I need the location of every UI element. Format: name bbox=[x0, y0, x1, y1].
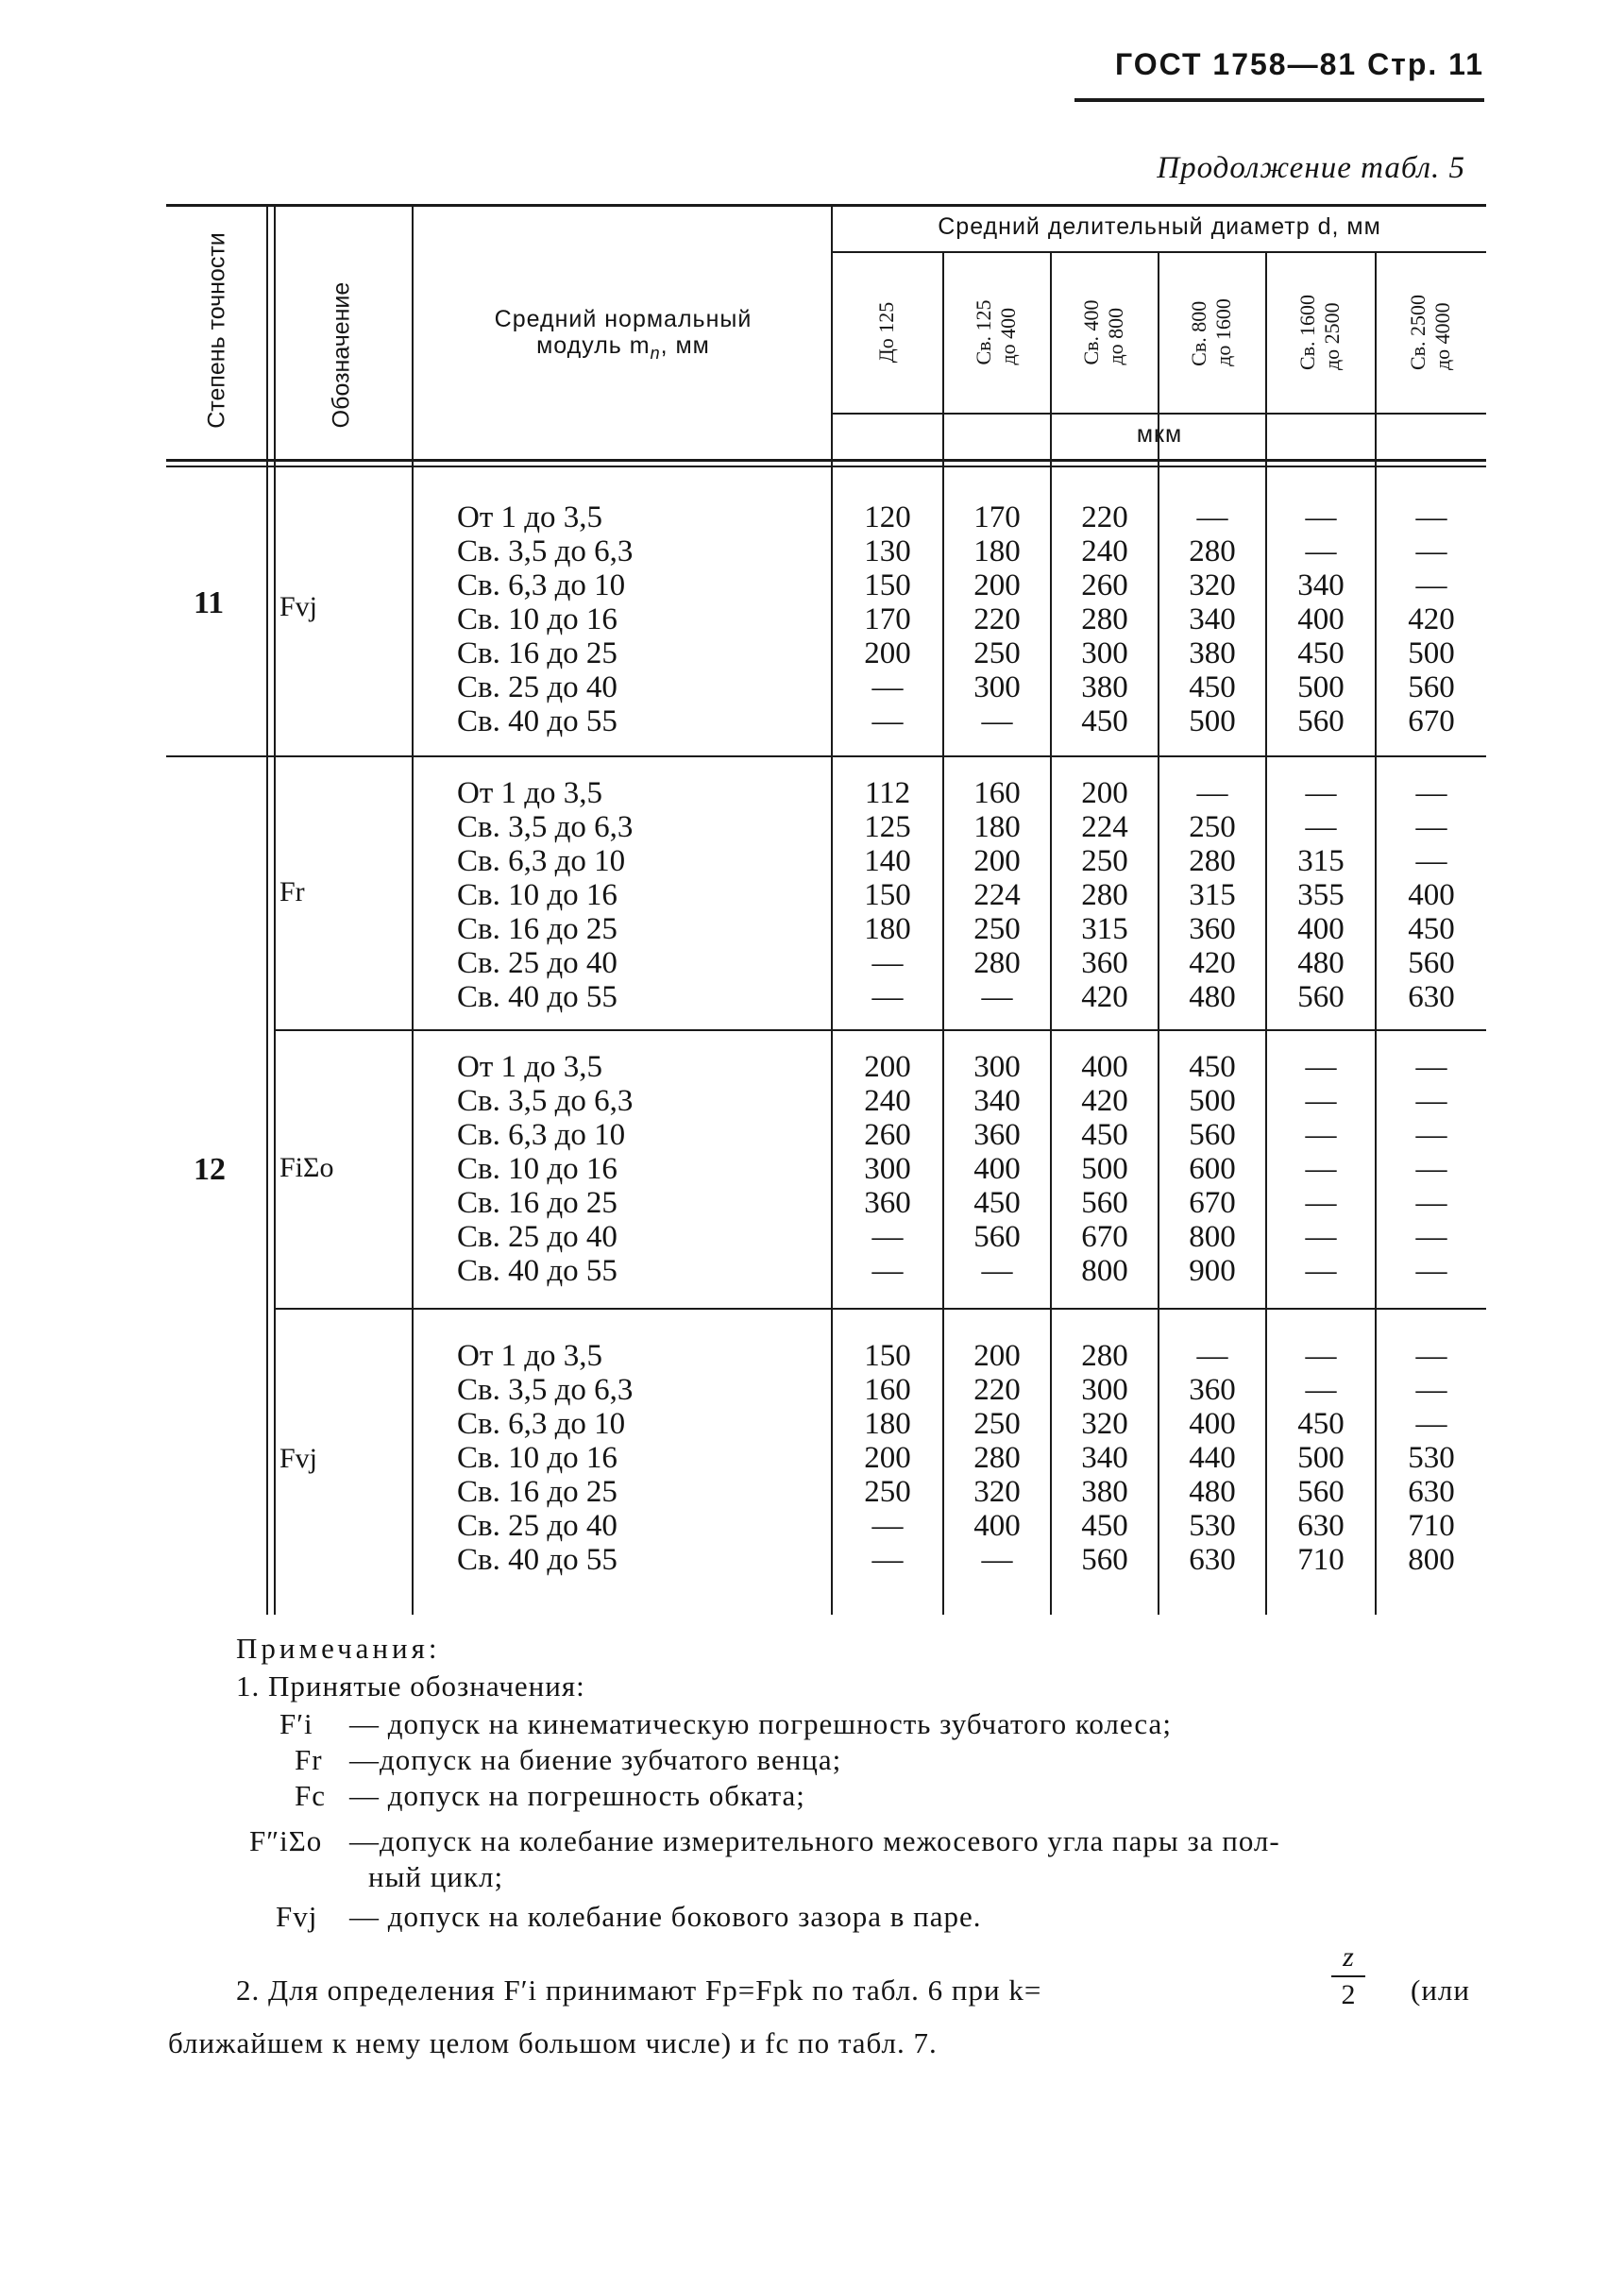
table-cell: 280 bbox=[1189, 844, 1236, 878]
value-column bbox=[833, 776, 942, 1014]
table-cell: 420 bbox=[1081, 980, 1128, 1014]
table-cell: 670 bbox=[1189, 1186, 1236, 1220]
table-cell: 260 bbox=[1081, 568, 1128, 602]
table-cell: 480 bbox=[1189, 1475, 1236, 1509]
value-column bbox=[1159, 500, 1265, 738]
table-cell: 224 bbox=[1081, 810, 1128, 844]
table-cell: 160 bbox=[973, 776, 1021, 810]
table-cell: 320 bbox=[1081, 1407, 1128, 1441]
value-column bbox=[944, 1339, 1050, 1577]
table-cell: 450 bbox=[1081, 704, 1128, 738]
table-cell: — bbox=[1305, 1220, 1337, 1254]
table-cell: 200 bbox=[1081, 776, 1128, 810]
table-cell: — bbox=[981, 704, 1013, 738]
table-cell: — bbox=[1305, 1186, 1337, 1220]
module-range: Св. 25 до 40 bbox=[457, 1220, 617, 1254]
table-cell: — bbox=[1305, 1118, 1337, 1152]
table-cell: 200 bbox=[973, 1339, 1021, 1373]
module-range: Св. 25 до 40 bbox=[457, 1509, 617, 1543]
value-column bbox=[1377, 1339, 1486, 1577]
table-cell: — bbox=[1305, 1339, 1337, 1373]
value-column bbox=[1159, 776, 1265, 1014]
page-header: ГОСТ 1758—81 Стр. 11 bbox=[1115, 47, 1484, 81]
module-range: От 1 до 3,5 bbox=[457, 776, 603, 810]
table-cell: 340 bbox=[1297, 568, 1345, 602]
table-cell: — bbox=[1415, 1084, 1447, 1118]
table-cell: 400 bbox=[1081, 1050, 1128, 1084]
table-cell: 300 bbox=[1081, 636, 1128, 670]
table-cell: 280 bbox=[1081, 1339, 1128, 1373]
table-cell: 280 bbox=[1081, 878, 1128, 912]
table-cell: — bbox=[1305, 1050, 1337, 1084]
table-cell: 450 bbox=[1189, 1050, 1236, 1084]
module-range: Св. 6,3 до 10 bbox=[457, 568, 626, 602]
definition-text-fc: — допуск на погрешность обката; bbox=[349, 1779, 805, 1812]
table-cell: 150 bbox=[864, 1339, 911, 1373]
table-cell: 800 bbox=[1081, 1254, 1128, 1288]
table-cell: 220 bbox=[973, 602, 1021, 636]
table-cell: — bbox=[1196, 1339, 1228, 1373]
definition-symbol-fc: Fc bbox=[295, 1779, 326, 1812]
table-cell: 560 bbox=[1408, 670, 1455, 704]
module-range: Св. 10 до 16 bbox=[457, 1152, 617, 1186]
definition-symbol-fiso: F″iΣo bbox=[249, 1824, 323, 1857]
value-column bbox=[1267, 776, 1375, 1014]
table-cell: 360 bbox=[864, 1186, 911, 1220]
notes-title: Примечания: bbox=[236, 1632, 441, 1665]
table-cell: 380 bbox=[1081, 670, 1128, 704]
value-column bbox=[1052, 1339, 1158, 1577]
module-range-list bbox=[457, 776, 633, 1014]
table-cell: 220 bbox=[1081, 500, 1128, 534]
module-range: Св. 25 до 40 bbox=[457, 946, 617, 980]
value-column bbox=[1267, 500, 1375, 738]
module-range: Св. 40 до 55 bbox=[457, 980, 617, 1014]
table-cell: 630 bbox=[1189, 1543, 1236, 1577]
table-cell: — bbox=[1415, 1373, 1447, 1407]
header-degree: Степень точности bbox=[203, 232, 230, 429]
table-cell: 400 bbox=[1297, 912, 1345, 946]
table-cell: 150 bbox=[864, 878, 911, 912]
table-cell: — bbox=[1415, 810, 1447, 844]
table-cell: 320 bbox=[973, 1475, 1021, 1509]
table-cell: 250 bbox=[1189, 810, 1236, 844]
table-cell: 260 bbox=[864, 1118, 911, 1152]
header-module-unit: , мм bbox=[660, 332, 710, 359]
table-cell: 200 bbox=[973, 568, 1021, 602]
table-cell: 630 bbox=[1297, 1509, 1345, 1543]
header-rule bbox=[1074, 98, 1484, 102]
table-cell: — bbox=[1305, 534, 1337, 568]
table-cell: 560 bbox=[1081, 1543, 1128, 1577]
value-column bbox=[833, 1339, 942, 1577]
designation-fvj-12: Fvj bbox=[279, 1443, 318, 1474]
table-cell: 315 bbox=[1189, 878, 1236, 912]
table-cell: 450 bbox=[973, 1186, 1021, 1220]
table-cell: 355 bbox=[1297, 878, 1345, 912]
designation-fr: Fr bbox=[279, 876, 305, 907]
table-cell: — bbox=[981, 1254, 1013, 1288]
module-range: Св. 3,5 до 6,3 bbox=[457, 1084, 634, 1118]
header-col-3: Св. 400 до 800 bbox=[1079, 299, 1127, 365]
table-cell: — bbox=[1305, 1152, 1337, 1186]
table-cell: 480 bbox=[1297, 946, 1345, 980]
table-cell: — bbox=[871, 1543, 904, 1577]
table-cell: 500 bbox=[1081, 1152, 1128, 1186]
table-cell: 220 bbox=[973, 1373, 1021, 1407]
table-cell: 340 bbox=[1081, 1441, 1128, 1475]
table-cell: — bbox=[1415, 568, 1447, 602]
table-cell: 340 bbox=[1189, 602, 1236, 636]
header-diameter: Средний делительный диаметр d, мм bbox=[938, 213, 1381, 240]
note2-fraction-den: 2 bbox=[1341, 1979, 1356, 2010]
table-cell: — bbox=[1305, 1254, 1337, 1288]
definition-symbol-fr: Fr bbox=[295, 1743, 323, 1776]
module-range: Св. 16 до 25 bbox=[457, 1475, 617, 1509]
table-cell: 450 bbox=[1297, 636, 1345, 670]
table-cell: 250 bbox=[973, 912, 1021, 946]
value-column bbox=[1159, 1339, 1265, 1577]
header-col-1: До 125 bbox=[874, 301, 898, 364]
table-cell: 400 bbox=[973, 1509, 1021, 1543]
table-cell: 112 bbox=[864, 776, 911, 810]
table-cell: 180 bbox=[973, 534, 1021, 568]
table-cell: 130 bbox=[864, 534, 911, 568]
table-cell: 250 bbox=[1081, 844, 1128, 878]
value-column bbox=[944, 776, 1050, 1014]
table-cell: 560 bbox=[1408, 946, 1455, 980]
table-cell: 250 bbox=[973, 636, 1021, 670]
definition-text-fiso: —допуск на колебание измерительного межосевого угла пары за пол- bbox=[349, 1824, 1280, 1857]
table-cell: 180 bbox=[973, 810, 1021, 844]
table-cell: — bbox=[1305, 500, 1337, 534]
table-cell: 240 bbox=[864, 1084, 911, 1118]
table-cell: — bbox=[981, 1543, 1013, 1577]
table-cell: 200 bbox=[864, 1050, 911, 1084]
table-cell: 450 bbox=[1297, 1407, 1345, 1441]
table-cell: 120 bbox=[864, 500, 911, 534]
table-cell: — bbox=[871, 1254, 904, 1288]
table-cell: 630 bbox=[1408, 1475, 1455, 1509]
module-range: Св. 6,3 до 10 bbox=[457, 1407, 626, 1441]
table-cell: 600 bbox=[1189, 1152, 1236, 1186]
table-cell: 800 bbox=[1189, 1220, 1236, 1254]
table-cell: 300 bbox=[973, 1050, 1021, 1084]
table-cell: 160 bbox=[864, 1373, 911, 1407]
table-cell: — bbox=[1305, 1373, 1337, 1407]
module-range: Св. 16 до 25 bbox=[457, 636, 617, 670]
table-cell: 170 bbox=[973, 500, 1021, 534]
header-module-label: модуль m bbox=[536, 332, 651, 359]
table-cell: — bbox=[1415, 1186, 1447, 1220]
table-cell: — bbox=[871, 1509, 904, 1543]
module-range: Св. 16 до 25 bbox=[457, 912, 617, 946]
table-cell: 420 bbox=[1408, 602, 1455, 636]
definition-symbol-fvj: Fvj bbox=[276, 1900, 318, 1933]
notes-item1-title: 1. Принятые обозначения: bbox=[236, 1669, 585, 1703]
table-cell: 500 bbox=[1297, 670, 1345, 704]
degree-12: 12 bbox=[194, 1152, 226, 1187]
table-cell: 240 bbox=[1081, 534, 1128, 568]
header-designation: Обозначение bbox=[328, 281, 355, 429]
value-column bbox=[1052, 1050, 1158, 1288]
table-cell: — bbox=[1415, 1339, 1447, 1373]
module-range: Св. 40 до 55 bbox=[457, 1254, 617, 1288]
value-column bbox=[1052, 776, 1158, 1014]
table-cell: 340 bbox=[973, 1084, 1021, 1118]
note2-fraction bbox=[1328, 1941, 1369, 2011]
table-cell: 450 bbox=[1081, 1118, 1128, 1152]
table-cell: 560 bbox=[973, 1220, 1021, 1254]
value-column bbox=[833, 1050, 942, 1288]
note2-line1: 2. Для определения F′i принимают Fp=Fpk по табл. 6 при k= bbox=[236, 1974, 1042, 2007]
table-cell: 250 bbox=[973, 1407, 1021, 1441]
definition-text-fi: — допуск на кинематическую погрешность зубчатого колеса; bbox=[349, 1707, 1172, 1740]
value-column bbox=[1052, 500, 1158, 738]
module-range: От 1 до 3,5 bbox=[457, 500, 603, 534]
value-column bbox=[944, 500, 1050, 738]
value-column bbox=[944, 1050, 1050, 1288]
table-cell: 125 bbox=[864, 810, 911, 844]
module-range: Св. 6,3 до 10 bbox=[457, 1118, 626, 1152]
note2-fraction-num: z bbox=[1343, 1941, 1354, 1973]
module-range: Св. 6,3 до 10 bbox=[457, 844, 626, 878]
table-cell: — bbox=[1305, 776, 1337, 810]
table-cell: 400 bbox=[973, 1152, 1021, 1186]
table-cell: 710 bbox=[1408, 1509, 1455, 1543]
table-cell: 500 bbox=[1408, 636, 1455, 670]
table-cell: 420 bbox=[1189, 946, 1236, 980]
designation-fiso: FiΣo bbox=[279, 1152, 334, 1183]
definition-symbol-fi: F′i bbox=[279, 1707, 313, 1740]
value-column bbox=[1267, 1339, 1375, 1577]
table-cell: 300 bbox=[864, 1152, 911, 1186]
table-cell: 280 bbox=[1081, 602, 1128, 636]
table-cell: 360 bbox=[1081, 946, 1128, 980]
header-col-6: Св. 2500 до 4000 bbox=[1406, 294, 1454, 371]
table-cell: — bbox=[871, 670, 904, 704]
table-cell: 180 bbox=[864, 1407, 911, 1441]
table-cell: 630 bbox=[1408, 980, 1455, 1014]
table-cell: 800 bbox=[1408, 1543, 1455, 1577]
table-cell: 360 bbox=[973, 1118, 1021, 1152]
table-cell: 500 bbox=[1189, 704, 1236, 738]
table-cell: 500 bbox=[1189, 1084, 1236, 1118]
table-cell: 250 bbox=[864, 1475, 911, 1509]
table-cell: 900 bbox=[1189, 1254, 1236, 1288]
table-cell: 450 bbox=[1408, 912, 1455, 946]
table-cell: 320 bbox=[1189, 568, 1236, 602]
table-cell: 450 bbox=[1081, 1509, 1128, 1543]
value-column bbox=[1377, 1050, 1486, 1288]
table-cell: — bbox=[1415, 1220, 1447, 1254]
module-range: От 1 до 3,5 bbox=[457, 1050, 603, 1084]
header-module-sub: n bbox=[650, 344, 661, 363]
module-range: Св. 16 до 25 bbox=[457, 1186, 617, 1220]
note2-line2: ближайшем к нему целом большом числе) и fc по табл. 7. bbox=[168, 2026, 938, 2059]
table-cell: 315 bbox=[1081, 912, 1128, 946]
table-cell: — bbox=[1305, 1084, 1337, 1118]
table-caption: Продолжение табл. 5 bbox=[1157, 151, 1465, 185]
table-cell: 280 bbox=[973, 946, 1021, 980]
table-cell: — bbox=[1415, 1152, 1447, 1186]
module-range: От 1 до 3,5 bbox=[457, 1339, 603, 1373]
table-cell: 300 bbox=[1081, 1373, 1128, 1407]
table-cell: 480 bbox=[1189, 980, 1236, 1014]
table-cell: 300 bbox=[973, 670, 1021, 704]
module-range-list bbox=[457, 1339, 633, 1577]
table-cell: 140 bbox=[864, 844, 911, 878]
header-col-5: Св. 1600 до 2500 bbox=[1295, 294, 1344, 371]
table-cell: 200 bbox=[864, 1441, 911, 1475]
table-cell: — bbox=[1415, 1050, 1447, 1084]
table-cell: 400 bbox=[1297, 602, 1345, 636]
header-units: мкм bbox=[1136, 421, 1183, 448]
table-cell: 200 bbox=[973, 844, 1021, 878]
table-cell: — bbox=[871, 980, 904, 1014]
table-cell: 360 bbox=[1189, 1373, 1236, 1407]
table-cell: — bbox=[1415, 776, 1447, 810]
table-cell: 670 bbox=[1081, 1220, 1128, 1254]
table-cell: — bbox=[1415, 534, 1447, 568]
table-cell: 280 bbox=[973, 1441, 1021, 1475]
table-cell: 530 bbox=[1408, 1441, 1455, 1475]
table-cell: — bbox=[1196, 776, 1228, 810]
table-cell: — bbox=[871, 1220, 904, 1254]
module-range: Св. 10 до 16 bbox=[457, 602, 617, 636]
table-cell: 200 bbox=[864, 636, 911, 670]
table-cell: 400 bbox=[1408, 878, 1455, 912]
header-col-4: Св. 800 до 1600 bbox=[1187, 298, 1235, 366]
table-cell: 224 bbox=[973, 878, 1021, 912]
table-cell: — bbox=[1415, 500, 1447, 534]
table-cell: 280 bbox=[1189, 534, 1236, 568]
module-range: Св. 25 до 40 bbox=[457, 670, 617, 704]
header-module-line2 bbox=[415, 332, 831, 366]
table-cell: — bbox=[1196, 500, 1228, 534]
table-cell: 530 bbox=[1189, 1509, 1236, 1543]
module-range: Св. 40 до 55 bbox=[457, 1543, 617, 1577]
table-cell: — bbox=[981, 980, 1013, 1014]
table-cell: 560 bbox=[1297, 1475, 1345, 1509]
table-cell: 180 bbox=[864, 912, 911, 946]
table-cell: 560 bbox=[1081, 1186, 1128, 1220]
table-cell: — bbox=[1415, 1118, 1447, 1152]
header-module-line1: Средний нормальный bbox=[494, 306, 753, 332]
note2-fraction-bar bbox=[1331, 1975, 1365, 1977]
module-range: Св. 3,5 до 6,3 bbox=[457, 810, 634, 844]
table-cell: 560 bbox=[1297, 980, 1345, 1014]
definition-text-fiso-cont: ный цикл; bbox=[368, 1860, 504, 1893]
module-range: Св. 3,5 до 6,3 bbox=[457, 1373, 634, 1407]
definition-text-fvj: — допуск на колебание бокового зазора в паре. bbox=[349, 1900, 982, 1933]
value-column bbox=[1159, 1050, 1265, 1288]
module-range-list bbox=[457, 1050, 633, 1288]
definition-text-fr: —допуск на биение зубчатого венца; bbox=[349, 1743, 842, 1776]
module-range: Св. 10 до 16 bbox=[457, 1441, 617, 1475]
table-cell: 440 bbox=[1189, 1441, 1236, 1475]
table-cell: 420 bbox=[1081, 1084, 1128, 1118]
table-cell: 400 bbox=[1189, 1407, 1236, 1441]
table-cell: 170 bbox=[864, 602, 911, 636]
designation-fvj-11: Fvj bbox=[279, 591, 318, 622]
table-cell: 500 bbox=[1297, 1441, 1345, 1475]
table-cell: 380 bbox=[1081, 1475, 1128, 1509]
table-cell: — bbox=[871, 946, 904, 980]
value-column bbox=[833, 500, 942, 738]
module-range: Св. 3,5 до 6,3 bbox=[457, 534, 634, 568]
table-cell: 450 bbox=[1189, 670, 1236, 704]
table-cell: — bbox=[1415, 1407, 1447, 1441]
table-cell: 560 bbox=[1297, 704, 1345, 738]
note2-line1-end: (или bbox=[1411, 1974, 1470, 2007]
table-cell: 670 bbox=[1408, 704, 1455, 738]
table-cell: 560 bbox=[1189, 1118, 1236, 1152]
value-column bbox=[1377, 500, 1486, 738]
table-cell: 710 bbox=[1297, 1543, 1345, 1577]
table-cell: — bbox=[1415, 1254, 1447, 1288]
module-range: Св. 10 до 16 bbox=[457, 878, 617, 912]
module-range: Св. 40 до 55 bbox=[457, 704, 617, 738]
degree-11: 11 bbox=[194, 585, 225, 620]
module-range-list bbox=[457, 500, 633, 738]
value-column bbox=[1377, 776, 1486, 1014]
header-col-2: Св. 125 до 400 bbox=[972, 299, 1020, 365]
header-module bbox=[415, 306, 831, 366]
table-cell: — bbox=[1305, 810, 1337, 844]
table-cell: 150 bbox=[864, 568, 911, 602]
table-cell: 380 bbox=[1189, 636, 1236, 670]
table-cell: — bbox=[1415, 844, 1447, 878]
table-cell: 360 bbox=[1189, 912, 1236, 946]
table-cell: — bbox=[871, 704, 904, 738]
table-cell: 315 bbox=[1297, 844, 1345, 878]
value-column bbox=[1267, 1050, 1375, 1288]
